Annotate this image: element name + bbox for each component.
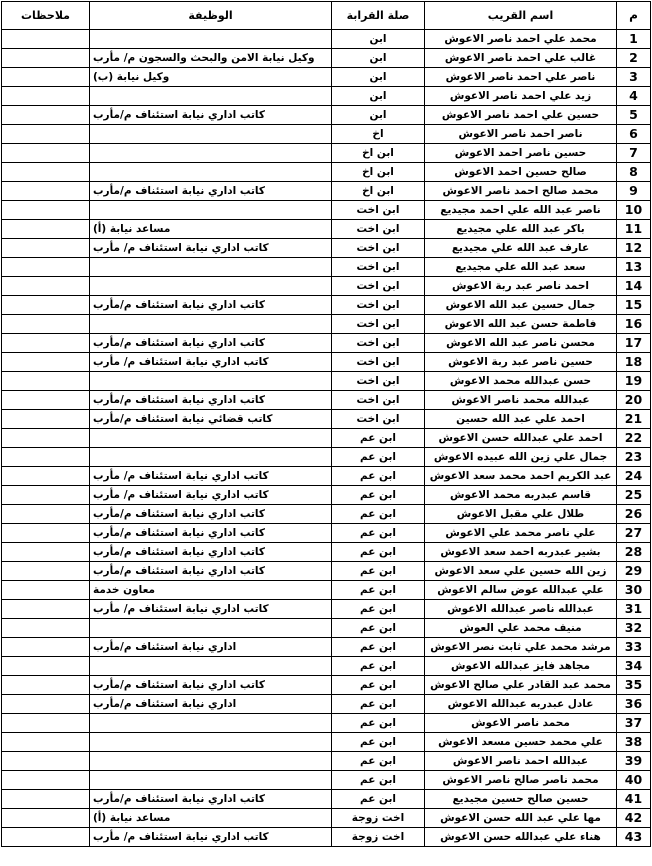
relation-cell: ابن عم <box>332 581 425 600</box>
notes-cell <box>2 220 90 239</box>
job-cell: كاتب اداري نيابة استئناف م/ مأرب <box>90 828 332 847</box>
table-row <box>2 828 651 847</box>
relation-cell: ابن عم <box>332 752 425 771</box>
notes-cell <box>2 638 90 657</box>
row-number: 17 <box>617 334 651 353</box>
table-body <box>2 30 651 847</box>
notes-cell <box>2 771 90 790</box>
header-relation: صلة القرابة <box>332 2 425 30</box>
relation-cell: ابن عم <box>332 790 425 809</box>
row-number: 16 <box>617 315 651 334</box>
relative-name: زيد علي احمد ناصر الاعوش <box>425 87 617 106</box>
table-row <box>2 562 651 581</box>
relative-name: فاطمة حسن عبد الله الاعوش <box>425 315 617 334</box>
job-cell <box>90 315 332 334</box>
relation-cell: ابن عم <box>332 543 425 562</box>
row-number: 5 <box>617 106 651 125</box>
job-cell: كاتب اداري نيابة استئناف م/مأرب <box>90 296 332 315</box>
job-cell: مساعد نيابة (أ) <box>90 809 332 828</box>
job-cell <box>90 714 332 733</box>
notes-cell <box>2 676 90 695</box>
table-row <box>2 638 651 657</box>
table-row <box>2 391 651 410</box>
row-number: 40 <box>617 771 651 790</box>
notes-cell <box>2 334 90 353</box>
row-number: 21 <box>617 410 651 429</box>
job-cell <box>90 733 332 752</box>
notes-cell <box>2 524 90 543</box>
row-number: 25 <box>617 486 651 505</box>
relation-cell: ابن اخت <box>332 353 425 372</box>
relation-cell: ابن عم <box>332 638 425 657</box>
row-number: 12 <box>617 239 651 258</box>
notes-cell <box>2 68 90 87</box>
relative-name: علي عبدالله عوض سالم الاعوش <box>425 581 617 600</box>
row-number: 1 <box>617 30 651 49</box>
job-cell: كاتب اداري نيابة استئناف م/مأرب <box>90 676 332 695</box>
row-number: 39 <box>617 752 651 771</box>
notes-cell <box>2 809 90 828</box>
job-cell: كاتب اداري نيابة استئناف م/مأرب <box>90 543 332 562</box>
relative-name: حسين ناصر احمد الاعوش <box>425 144 617 163</box>
relative-name: منيف محمد علي العوش <box>425 619 617 638</box>
header-job: الوظيفة <box>90 2 332 30</box>
relative-name: جمال حسين عبد الله الاعوش <box>425 296 617 315</box>
notes-cell <box>2 106 90 125</box>
table-row <box>2 486 651 505</box>
relative-name: حسين صالح حسين مجيديع <box>425 790 617 809</box>
relative-name: محمد ناصر صالح ناصر الاعوش <box>425 771 617 790</box>
table-row <box>2 657 651 676</box>
row-number: 23 <box>617 448 651 467</box>
relation-cell: ابن عم <box>332 429 425 448</box>
table-row <box>2 315 651 334</box>
relation-cell: ابن اخ <box>332 182 425 201</box>
relative-name: احمد علي عبدالله حسن الاعوش <box>425 429 617 448</box>
table-row <box>2 524 651 543</box>
table-row <box>2 163 651 182</box>
job-cell <box>90 657 332 676</box>
relative-name: عارف عبد الله علي مجيديع <box>425 239 617 258</box>
table-row <box>2 353 651 372</box>
notes-cell <box>2 315 90 334</box>
job-cell: كاتب قضائي نيابة استئناف م/مأرب <box>90 410 332 429</box>
notes-cell <box>2 619 90 638</box>
notes-cell <box>2 87 90 106</box>
job-cell <box>90 163 332 182</box>
job-cell: كاتب اداري نيابة استئناف م/مأرب <box>90 505 332 524</box>
relative-name: عبدالله ناصر عبدالله الاعوش <box>425 600 617 619</box>
table-row <box>2 277 651 296</box>
job-cell: كاتب اداري نيابة استئناف م/ مأرب <box>90 486 332 505</box>
notes-cell <box>2 486 90 505</box>
notes-cell <box>2 30 90 49</box>
notes-cell <box>2 695 90 714</box>
notes-cell <box>2 391 90 410</box>
relative-name: مجاهد فايز عبدالله الاعوش <box>425 657 617 676</box>
row-number: 37 <box>617 714 651 733</box>
relation-cell: ابن عم <box>332 771 425 790</box>
relative-name: حسن عبدالله محمد الاعوش <box>425 372 617 391</box>
relation-cell: ابن اخ <box>332 163 425 182</box>
relation-cell: ابن <box>332 68 425 87</box>
table-row <box>2 220 651 239</box>
table-row <box>2 258 651 277</box>
job-cell: كاتب اداري نيابة استئناف م/مأرب <box>90 562 332 581</box>
relation-cell: ابن عم <box>332 600 425 619</box>
relative-name: غالب علي احمد ناصر الاعوش <box>425 49 617 68</box>
job-cell: اداري نيابة استئناف م/مأرب <box>90 638 332 657</box>
relation-cell: ابن <box>332 49 425 68</box>
relation-cell: ابن اخت <box>332 410 425 429</box>
job-cell: وكيل نيابة الامن والبحث والسجون م/ مأرب <box>90 49 332 68</box>
relation-cell: ابن عم <box>332 467 425 486</box>
relative-name: ناصر علي احمد ناصر الاعوش <box>425 68 617 87</box>
row-number: 22 <box>617 429 651 448</box>
relative-name: محمد ناصر الاعوش <box>425 714 617 733</box>
table-row <box>2 714 651 733</box>
row-number: 2 <box>617 49 651 68</box>
job-cell <box>90 771 332 790</box>
relative-name: محمد صالح احمد ناصر الاعوش <box>425 182 617 201</box>
notes-cell <box>2 505 90 524</box>
notes-cell <box>2 258 90 277</box>
notes-cell <box>2 125 90 144</box>
job-cell <box>90 87 332 106</box>
relation-cell: ابن اخت <box>332 372 425 391</box>
relative-name: احمد علي عبد الله حسين <box>425 410 617 429</box>
table-row <box>2 733 651 752</box>
row-number: 26 <box>617 505 651 524</box>
relation-cell: ابن عم <box>332 562 425 581</box>
row-number: 15 <box>617 296 651 315</box>
table-row <box>2 182 651 201</box>
job-cell: كاتب اداري نيابة استئناف م/ مأرب <box>90 600 332 619</box>
relation-cell: ابن <box>332 106 425 125</box>
job-cell <box>90 429 332 448</box>
notes-cell <box>2 828 90 847</box>
job-cell <box>90 277 332 296</box>
relative-name: ناصر احمد ناصر الاعوش <box>425 125 617 144</box>
table-row <box>2 448 651 467</box>
table-row <box>2 467 651 486</box>
relation-cell: ابن اخت <box>332 201 425 220</box>
job-cell: كاتب اداري نيابة استئناف م/مأرب <box>90 106 332 125</box>
relative-name: حسين علي احمد ناصر الاعوش <box>425 106 617 125</box>
row-number: 31 <box>617 600 651 619</box>
relation-cell: ابن عم <box>332 733 425 752</box>
notes-cell <box>2 49 90 68</box>
row-number: 3 <box>617 68 651 87</box>
notes-cell <box>2 201 90 220</box>
job-cell <box>90 144 332 163</box>
notes-cell <box>2 543 90 562</box>
notes-cell <box>2 277 90 296</box>
table-row <box>2 790 651 809</box>
relative-name: مها علي عبد الله حسن الاعوش <box>425 809 617 828</box>
relation-cell: ابن عم <box>332 714 425 733</box>
relation-cell: ابن عم <box>332 486 425 505</box>
table-row <box>2 49 651 68</box>
relative-name: باكر عبد الله علي مجيديع <box>425 220 617 239</box>
notes-cell <box>2 296 90 315</box>
relation-cell: اخت زوجة <box>332 828 425 847</box>
table-row <box>2 30 651 49</box>
relative-name: هناء علي عبدالله حسن الاعوش <box>425 828 617 847</box>
notes-cell <box>2 733 90 752</box>
job-cell: كاتب اداري نيابة استئناف م/ مأرب <box>90 353 332 372</box>
row-number: 10 <box>617 201 651 220</box>
relative-name: محمد علي احمد ناصر الاعوش <box>425 30 617 49</box>
row-number: 35 <box>617 676 651 695</box>
notes-cell <box>2 657 90 676</box>
notes-cell <box>2 144 90 163</box>
header-relative-name: اسم القريب <box>425 2 617 30</box>
relative-name: سعد عبد الله علي مجيديع <box>425 258 617 277</box>
table-row <box>2 144 651 163</box>
row-number: 41 <box>617 790 651 809</box>
row-number: 8 <box>617 163 651 182</box>
relation-cell: ابن اخت <box>332 296 425 315</box>
row-number: 7 <box>617 144 651 163</box>
job-cell: كاتب اداري نيابة استئناف م/مأرب <box>90 524 332 543</box>
table-row <box>2 296 651 315</box>
notes-cell <box>2 752 90 771</box>
row-number: 30 <box>617 581 651 600</box>
relative-name: علي ناصر محمد علي الاعوش <box>425 524 617 543</box>
row-number: 19 <box>617 372 651 391</box>
notes-cell <box>2 600 90 619</box>
notes-cell <box>2 410 90 429</box>
notes-cell <box>2 562 90 581</box>
relation-cell: ابن عم <box>332 524 425 543</box>
table-row <box>2 600 651 619</box>
relative-name: طلال علي مقبل الاعوش <box>425 505 617 524</box>
job-cell: كاتب اداري نيابة استئناف م/ مأرب <box>90 467 332 486</box>
notes-cell <box>2 239 90 258</box>
table-row <box>2 334 651 353</box>
job-cell: مساعد نيابة (أ) <box>90 220 332 239</box>
table-row <box>2 676 651 695</box>
table-row <box>2 619 651 638</box>
row-number: 11 <box>617 220 651 239</box>
row-number: 38 <box>617 733 651 752</box>
row-number: 28 <box>617 543 651 562</box>
relative-name: محسن ناصر عبد الله الاعوش <box>425 334 617 353</box>
job-cell <box>90 448 332 467</box>
row-number: 20 <box>617 391 651 410</box>
relative-name: بشير عبدربه احمد سعد الاعوش <box>425 543 617 562</box>
notes-cell <box>2 372 90 391</box>
table-row <box>2 543 651 562</box>
table-row <box>2 809 651 828</box>
table-row <box>2 68 651 87</box>
table-row <box>2 239 651 258</box>
job-cell: كاتب اداري نيابة استئناف م/مأرب <box>90 182 332 201</box>
table-row <box>2 581 651 600</box>
table-row <box>2 87 651 106</box>
job-cell <box>90 125 332 144</box>
relation-cell: ابن اخ <box>332 144 425 163</box>
relative-name: صالح حسين احمد الاعوش <box>425 163 617 182</box>
job-cell: كاتب اداري نيابة استئناف م/مأرب <box>90 334 332 353</box>
relation-cell: اخ <box>332 125 425 144</box>
relation-cell: ابن اخت <box>332 334 425 353</box>
notes-cell <box>2 790 90 809</box>
row-number: 36 <box>617 695 651 714</box>
job-cell <box>90 372 332 391</box>
row-number: 4 <box>617 87 651 106</box>
row-number: 29 <box>617 562 651 581</box>
notes-cell <box>2 429 90 448</box>
relative-name: عبد الكريم احمد محمد سعد الاعوش <box>425 467 617 486</box>
table-row <box>2 695 651 714</box>
job-cell <box>90 752 332 771</box>
row-number: 43 <box>617 828 651 847</box>
relative-name: محمد عبد القادر علي صالح الاعوش <box>425 676 617 695</box>
notes-cell <box>2 467 90 486</box>
row-number: 42 <box>617 809 651 828</box>
notes-cell <box>2 182 90 201</box>
relation-cell: ابن اخت <box>332 258 425 277</box>
row-number: 34 <box>617 657 651 676</box>
job-cell: اداري نيابة استئناف م/مأرب <box>90 695 332 714</box>
row-number: 33 <box>617 638 651 657</box>
relation-cell: ابن عم <box>332 505 425 524</box>
row-number: 32 <box>617 619 651 638</box>
relation-cell: ابن عم <box>332 676 425 695</box>
relative-name: زين الله حسين علي سعد الاعوش <box>425 562 617 581</box>
job-cell <box>90 258 332 277</box>
relation-cell: ابن اخت <box>332 277 425 296</box>
relative-name: احمد ناصر عبد ربة الاعوش <box>425 277 617 296</box>
relative-name: ناصر عبد الله علي احمد مجيديع <box>425 201 617 220</box>
row-number: 13 <box>617 258 651 277</box>
table-row <box>2 505 651 524</box>
relatives-table <box>1 1 651 847</box>
relative-name: عادل عبدربه عبدالله الاعوش <box>425 695 617 714</box>
relation-cell: ابن اخت <box>332 239 425 258</box>
relative-name: عبدالله احمد ناصر الاعوش <box>425 752 617 771</box>
row-number: 14 <box>617 277 651 296</box>
relative-name: علي محمد حسين مسعد الاعوش <box>425 733 617 752</box>
row-number: 18 <box>617 353 651 372</box>
job-cell: معاون خدمة <box>90 581 332 600</box>
row-number: 6 <box>617 125 651 144</box>
job-cell: كاتب اداري نيابة استئناف م/مأرب <box>90 391 332 410</box>
relation-cell: ابن عم <box>332 619 425 638</box>
notes-cell <box>2 581 90 600</box>
notes-cell <box>2 163 90 182</box>
job-cell <box>90 201 332 220</box>
row-number: 9 <box>617 182 651 201</box>
relation-cell: ابن <box>332 87 425 106</box>
table-row <box>2 752 651 771</box>
notes-cell <box>2 714 90 733</box>
relation-cell: ابن اخت <box>332 220 425 239</box>
table-row <box>2 771 651 790</box>
relation-cell: ابن عم <box>332 657 425 676</box>
relative-name: مرشد محمد علي ثابت نصر الاعوش <box>425 638 617 657</box>
relation-cell: اخت زوجة <box>332 809 425 828</box>
job-cell: كاتب اداري نيابة استئناف م/مأرب <box>90 790 332 809</box>
relation-cell: ابن اخت <box>332 315 425 334</box>
table-row <box>2 125 651 144</box>
table-row <box>2 372 651 391</box>
job-cell <box>90 30 332 49</box>
job-cell: وكيل نيابة (ب) <box>90 68 332 87</box>
relative-name: حسين ناصر عبد ربة الاعوش <box>425 353 617 372</box>
table-row <box>2 201 651 220</box>
table-row <box>2 106 651 125</box>
relative-name: عبدالله محمد ناصر الاعوش <box>425 391 617 410</box>
relation-cell: ابن اخت <box>332 391 425 410</box>
notes-cell <box>2 353 90 372</box>
table-row <box>2 429 651 448</box>
relation-cell: ابن عم <box>332 448 425 467</box>
job-cell: كاتب اداري نيابة استئناف م/ مأرب <box>90 239 332 258</box>
relation-cell: ابن <box>332 30 425 49</box>
row-number: 24 <box>617 467 651 486</box>
table-row <box>2 410 651 429</box>
relation-cell: ابن عم <box>332 695 425 714</box>
job-cell <box>90 619 332 638</box>
header-row <box>2 2 651 30</box>
header-notes: ملاحظات <box>2 2 90 30</box>
header-number: م <box>617 2 651 30</box>
notes-cell <box>2 448 90 467</box>
relative-name: قاسم عبدربه محمد الاعوش <box>425 486 617 505</box>
row-number: 27 <box>617 524 651 543</box>
relative-name: جمال علي زين الله عبيده الاعوش <box>425 448 617 467</box>
